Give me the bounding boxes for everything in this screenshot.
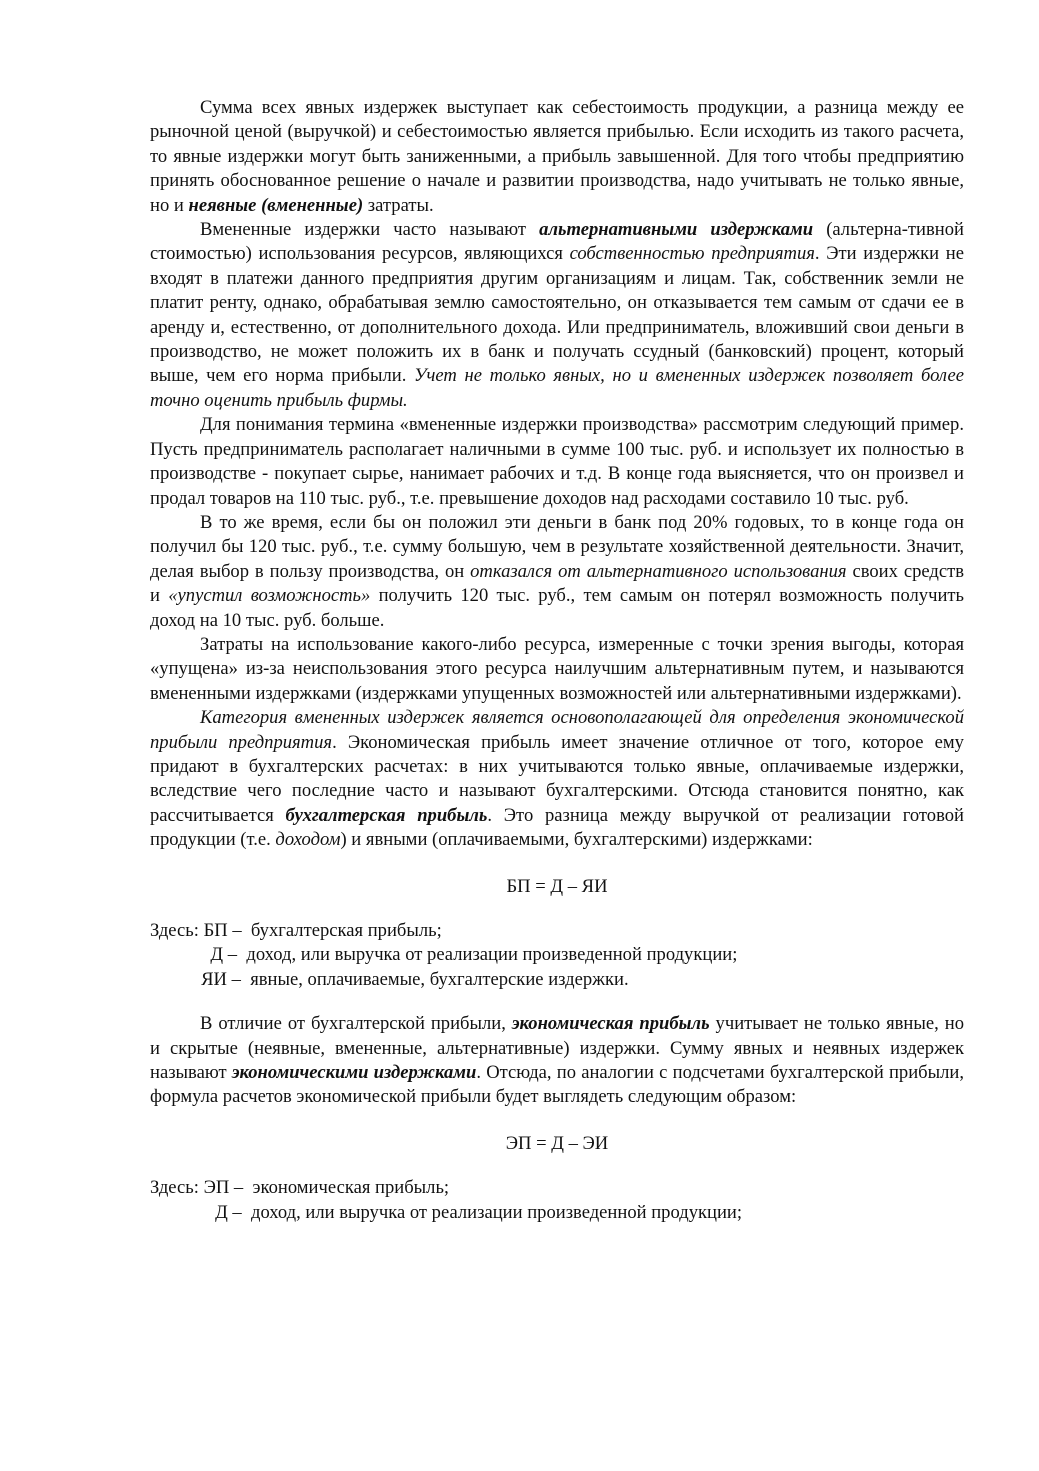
text: ) и явными (оплачиваемыми, бухгалтерскими) издержками: (340, 829, 813, 851)
document-page (150, 96, 964, 1225)
paragraph-7 (150, 1012, 964, 1110)
definition-line: Здесь: ЭП – экономическая прибыль; (150, 1177, 450, 1199)
formula-economic-profit: ЭП = Д – ЭИ (505, 1132, 609, 1154)
definition-line: ЯИ – явные, оплачиваемые, бухгалтерские издержки. (150, 968, 629, 990)
italic-text: «упустил возможность» (168, 585, 371, 607)
text: В то же время, если бы он положил эти деньги в банк под 20% годовых, то в конце года он получил бы 120 тыс. руб., т.е. сумму большую, чем в результате хозяйственной деятельности. Значит, делая выбор в пользу производства, он (150, 511, 964, 582)
text: . Эти издержки не входят в платежи данного предприятия другим организациям и лицам. Так, собственник земли не платит ренту, однако, обрабатывая землю самостоятельно, он отказывается тем самым от сдачи ее в аренду и, естественно, от дополнительного дохода. Или предприниматель, вложивший свои деньги в производство, не может положить их в банк и получать ссудный (банковский) процент, который выше, чем его норма прибыли. (150, 243, 964, 387)
emphasis: бухгалтерская прибыль (285, 804, 488, 826)
text: учитывает не только явные, но и скрытые (неявные, вмененные, альтернативные) издержки. Сумму явных и неявных издержек называют (150, 1013, 964, 1084)
text: (альтерна-тивной стоимостью) использования ресурсов, являющихся (150, 219, 964, 265)
text: получить 120 тыс. руб., тем самым он потерял возможность получить доход на 10 тыс. руб. больше. (150, 585, 964, 631)
text: . Отсюда, по аналогии с подсчетами бухгалтерской прибыли, формула расчетов экономической прибыли будет выглядеть следующим образом: (150, 1062, 965, 1108)
paragraph-4 (150, 511, 964, 633)
text: . Экономическая прибыль имеет значение отличное от того, которое ему придают в бухгалтерских расчетах: в них учитываются только явные, оплачиваемые издержки, вследствие чего последние часто и называют бухгалтерскими. Отсюда становится понятно, как рассчитывается (150, 731, 964, 826)
emphasis: экономическими издержками (231, 1062, 477, 1084)
spacer (150, 992, 964, 1012)
paragraph-6 (150, 706, 964, 852)
italic-text: Категория вмененных издержек является основополагающей для определения экономической прибыли предприятия (150, 707, 964, 753)
paragraph-1 (150, 96, 964, 218)
text: Сумма всех явных издержек выступает как себестоимость продукции, а разница между ее рыночной ценой (выручкой) и себестоимостью является прибылью. Если исходить из такого расчета, то явные издержки могут быть заниженными, а прибыль завышенной. Для того чтобы предприятию принять обоснованное решение о начале и развитии производства, надо учитывать не только явные, но и (150, 97, 964, 216)
italic-text: отказался от альтернативного использования (470, 560, 847, 582)
paragraph-2 (150, 218, 964, 413)
text: своих средств и (150, 560, 964, 607)
paragraph-5: Затраты на использование какого-либо ресурса, измеренные с точки зрения выгоды, которая «упущена» из-за неиспользования этого ресурса наилучшим альтернативным путем, и называются вмененными издержками (издержками упущенных возможностей или альтернативными издержками). (150, 633, 964, 704)
text: Вмененные издержки часто называют (200, 219, 540, 241)
italic-text: собственностью предприятия (569, 243, 815, 265)
emphasis: экономическая прибыль (511, 1013, 710, 1035)
emphasis: неявные (вмененные) (188, 194, 364, 216)
emphasis: альтернативными издержками (539, 219, 814, 241)
definition-line: Здесь: БП – бухгалтерская прибыль; (150, 920, 442, 941)
text: В отличие от бухгалтерской прибыли, (200, 1013, 512, 1035)
paragraph-3: Для понимания термина «вмененные издержки производства» рассмотрим следующий пример. Пусть предприниматель располагает наличными в сумме 100 тыс. руб. и использует их полностью в производстве - покупает сырье, нанимает рабочих и т.д. В конце года выясняется, что он произвел и продал товаров на 110 тыс. руб., т.е. превышение доходов над расходами составило 10 тыс. руб. (150, 414, 964, 509)
text: затраты. (363, 194, 434, 216)
italic-text: Учет не только явных, но и вмененных издержек позволяет более точно оценить прибыль фирмы. (150, 365, 965, 411)
italic-text: доходом (275, 829, 341, 851)
formula-accounting-profit: БП = Д – ЯИ (506, 875, 608, 897)
definition-line: Д – доход, или выручка от реализации произведенной продукции; (150, 1201, 743, 1223)
definition-line: Д – доход, или выручка от реализации произведенной продукции; (150, 944, 738, 966)
text: . Это разница между выручкой от реализации готовой продукции (т.е. (150, 804, 964, 851)
